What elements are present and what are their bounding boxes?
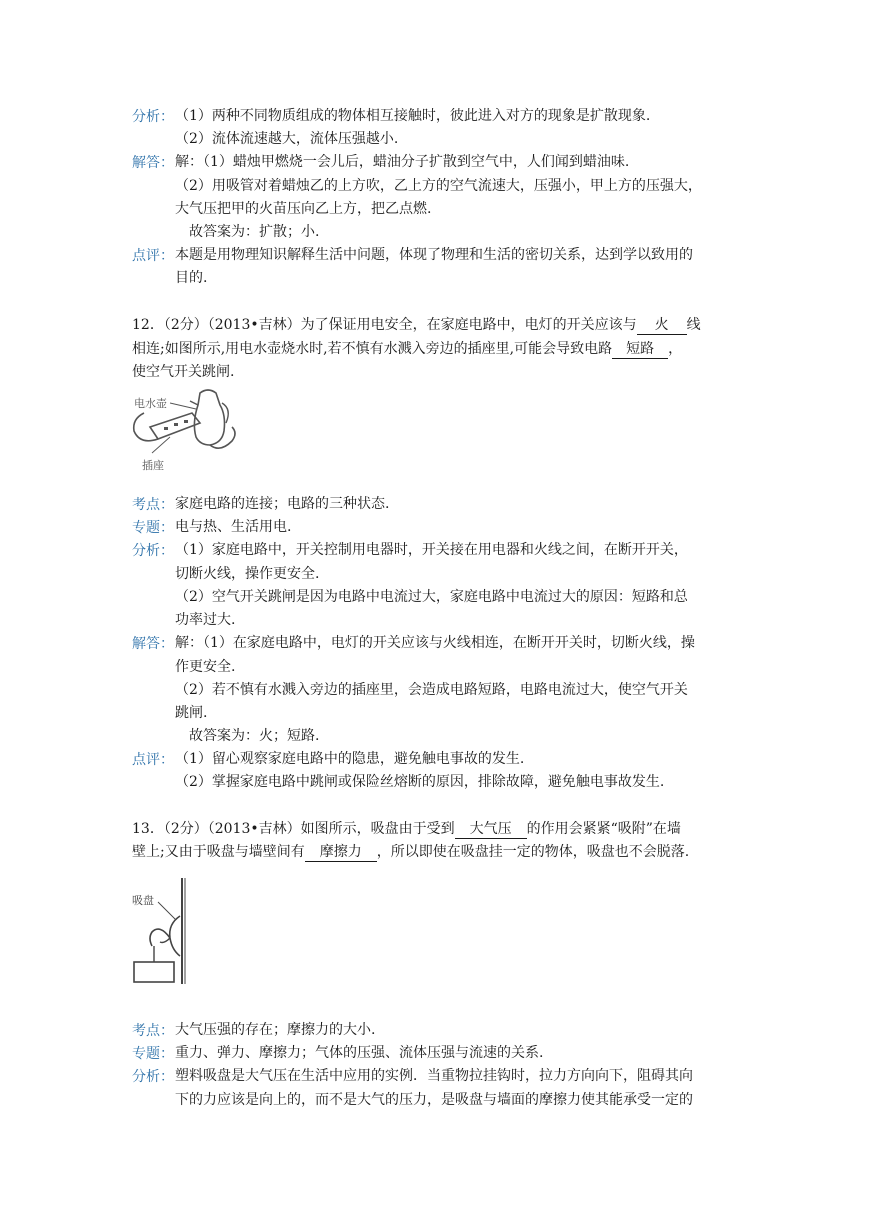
analysis-line: （2）流体流速越大，流体压强越小. <box>175 131 399 147</box>
solution-line: 大气压把甲的火苗压向乙上方，把乙点燃. <box>175 201 432 217</box>
analysis-label: 分析： <box>132 109 174 125</box>
comment-line: （1）留心观察家庭电路中的隐患，避免触电事故的发生. <box>175 751 525 767</box>
question-text: 13．（2分）（2013•吉林）如图所示，吸盘由于受到 <box>132 821 455 837</box>
question-text: 12．（2分）（2013•吉林）为了保证用电安全，在家庭电路中，电灯的开关应该与 <box>132 317 637 333</box>
topic-label: 专题： <box>132 520 174 536</box>
question-text: 壁上;又由于吸盘与墙壁间有 <box>132 844 305 860</box>
analysis-label: 分析： <box>132 543 174 559</box>
answer-blank: 摩擦力 <box>305 843 377 862</box>
knowledge-point-label: 考点： <box>132 497 174 513</box>
analysis-label: 分析： <box>132 1069 174 1085</box>
figure-label-suction-cup: 吸盘 <box>132 894 154 907</box>
topic: 电与热、生活用电. <box>175 519 292 535</box>
solution-line: （2）用吸管对着蜡烛乙的上方吹，乙上方的空气流速大，压强小，甲上方的压强大， <box>175 178 702 194</box>
analysis-line: 切断火线，操作更安全. <box>175 566 320 582</box>
kettle-figure <box>130 383 250 473</box>
topic-label: 专题： <box>132 1046 174 1062</box>
answer-blank: 火 <box>637 316 687 335</box>
figure-label-socket: 插座 <box>142 459 164 472</box>
solution-line: 跳闸. <box>175 705 208 721</box>
knowledge-point-label: 考点： <box>132 1023 174 1039</box>
comment-line: 目的. <box>175 270 208 286</box>
topic: 重力、弹力、摩擦力；气体的压强、流体压强与流速的关系. <box>175 1045 544 1061</box>
solution-line: 作更安全. <box>175 659 236 675</box>
comment-line: 本题是用物理知识解释生活中问题，体现了物理和生活的密切关系，达到学以致用的 <box>175 247 693 263</box>
analysis-line: （1）家庭电路中，开关控制用电器时，开关接在用电器和火线之间，在断开开关， <box>175 542 688 558</box>
question-13-line-2 <box>132 842 689 862</box>
solution-line: 解：（1）在家庭电路中，电灯的开关应该与火线相连，在断开开关时，切断火线，操 <box>175 635 695 651</box>
question-text: 相连;如图所示,用电水壶烧水时,若不慎有水溅入旁边的插座里,可能会导致电路 <box>132 341 613 357</box>
knowledge-point: 家庭电路的连接；电路的三种状态. <box>175 496 390 512</box>
question-13-line-1 <box>132 819 681 839</box>
analysis-line: 塑料吸盘是大气压在生活中应用的实例．当重物拉挂钩时，拉力方向向下，阻碍其向 <box>175 1068 693 1084</box>
analysis-line: 下的力应该是向上的，而不是大气的压力，是吸盘与墙面的摩擦力使其能承受一定的 <box>175 1092 693 1108</box>
question-12-line-2 <box>132 339 682 359</box>
question-text: ， <box>668 341 683 357</box>
question-12-line-1 <box>132 315 701 335</box>
comment-line: （2）掌握家庭电路中跳闸或保险丝熔断的原因，排除故障，避免触电事故发生. <box>175 774 665 790</box>
solution-label: 解答： <box>132 636 174 652</box>
question-text: ，所以即使在吸盘挂一定的物体，吸盘也不会脱落. <box>376 844 690 860</box>
solution-line: （2）若不慎有水溅入旁边的插座里，会造成电路短路，电路电流过大，使空气开关 <box>175 682 688 698</box>
comment-label: 点评： <box>132 248 174 264</box>
solution-line: 故答案为：扩散；小. <box>189 224 320 240</box>
solution-label: 解答： <box>132 155 174 171</box>
question-text: 线 <box>686 317 701 333</box>
question-text: 的作用会紧紧“吸附”在墙 <box>526 821 681 837</box>
question-12-line-3: 使空气开关跳闸. <box>132 364 235 380</box>
analysis-line: （1）两种不同物质组成的物体相互接触时，彼此进入对方的现象是扩散现象. <box>175 108 651 124</box>
analysis-line: （2）空气开关跳闸是因为电路中电流过大，家庭电路中电流过大的原因：短路和总 <box>175 589 688 605</box>
suction-cup-figure <box>130 876 194 988</box>
analysis-line: 功率过大. <box>175 612 236 628</box>
answer-blank: 大气压 <box>455 820 527 839</box>
figure-label-kettle: 电水壶 <box>134 397 167 410</box>
solution-line: 故答案为：火；短路. <box>189 728 320 744</box>
answer-blank: 短路 <box>612 340 668 359</box>
solution-line: 解：（1）蜡烛甲燃烧一会儿后，蜡油分子扩散到空气中，人们闻到蜡油味. <box>175 154 630 170</box>
comment-label: 点评： <box>132 752 174 768</box>
knowledge-point: 大气压强的存在；摩擦力的大小. <box>175 1022 376 1038</box>
